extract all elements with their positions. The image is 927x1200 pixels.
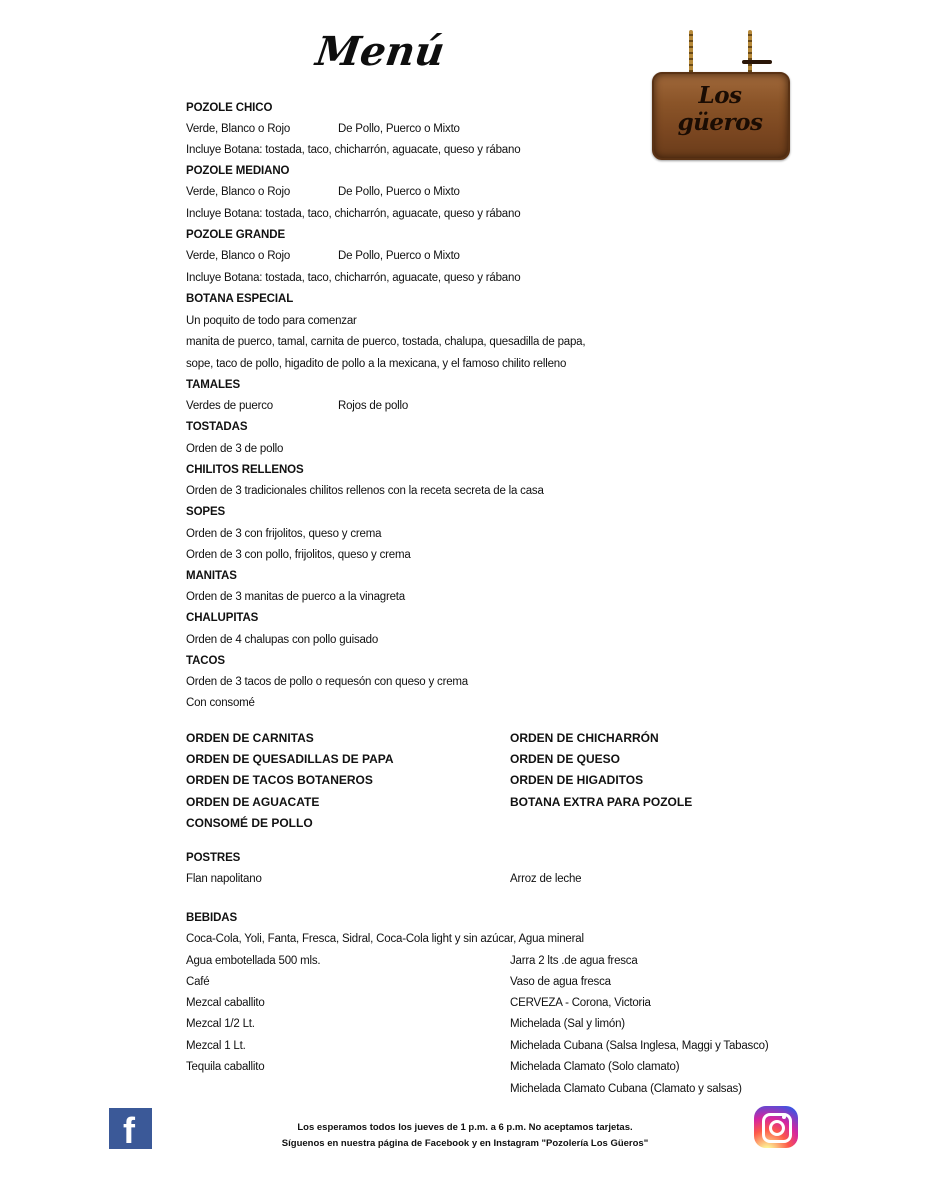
pozole-mediano-meat: De Pollo, Puerco o Mixto: [338, 186, 460, 198]
instagram-icon[interactable]: [754, 1106, 798, 1148]
order-item: ORDEN DE CHICHARRÓN: [510, 731, 659, 745]
bebida-item: Tequila caballito: [186, 1061, 265, 1073]
tacos-line: Orden de 3 tacos de pollo o requesón con queso y crema: [186, 676, 468, 688]
bebida-item: Agua embotellada 500 mls.: [186, 955, 321, 967]
botana-especial-line: sope, taco de pollo, higadito de pollo a la mexicana, y el famoso chilito relleno: [186, 358, 567, 370]
bebida-item: Michelada (Sal y limón): [510, 1018, 625, 1030]
heading-bebidas: BEBIDAS: [186, 912, 238, 924]
sign-brand-text: Los güeros: [677, 82, 763, 136]
tacos-line: Con consomé: [186, 697, 255, 709]
order-item: ORDEN DE QUESO: [510, 752, 621, 766]
heading-pozole-mediano: POZOLE MEDIANO: [186, 165, 290, 177]
sign-small-text-decoration: [742, 60, 772, 64]
order-item: BOTANA EXTRA PARA POZOLE: [510, 795, 693, 809]
heading-botana-especial: BOTANA ESPECIAL: [186, 293, 294, 305]
heading-manitas: MANITAS: [186, 570, 237, 582]
sopes-line: Orden de 3 con pollo, frijolitos, queso y crema: [186, 549, 411, 561]
heading-tacos: TACOS: [186, 655, 225, 667]
order-item: ORDEN DE QUESADILLAS DE PAPA: [186, 752, 394, 766]
pozole-mediano-color: Verde, Blanco o Rojo: [186, 186, 291, 198]
heading-sopes: SOPES: [186, 506, 226, 518]
bebida-item: Jarra 2 lts .de agua fresca: [510, 955, 638, 967]
facebook-icon[interactable]: [109, 1108, 152, 1149]
bebida-item: CERVEZA - Corona, Victoria: [510, 997, 651, 1009]
heading-chilitos-rellenos: CHILITOS RELLENOS: [186, 464, 304, 476]
heading-pozole-chico: POZOLE CHICO: [186, 102, 273, 114]
postre-item: Arroz de leche: [510, 873, 582, 885]
bebida-item: Michelada Clamato Cubana (Clamato y salsas): [510, 1083, 742, 1095]
order-item: ORDEN DE HIGADITOS: [510, 773, 644, 787]
bebida-item: Café: [186, 976, 210, 988]
order-item: ORDEN DE AGUACATE: [186, 795, 320, 809]
bebidas-refrescos: Coca-Cola, Yoli, Fanta, Fresca, Sidral, Coca-Cola light y sin azúcar, Agua mineral: [186, 933, 584, 945]
heading-postres: POSTRES: [186, 852, 241, 864]
bebida-item: Mezcal 1/2 Lt.: [186, 1018, 255, 1030]
heading-chalupitas: CHALUPITAS: [186, 612, 259, 624]
pozole-mediano-note: Incluye Botana: tostada, taco, chicharrón, aguacate, queso y rábano: [186, 208, 521, 220]
pozole-grande-color: Verde, Blanco o Rojo: [186, 250, 291, 262]
bebida-item: Mezcal caballito: [186, 997, 265, 1009]
chilitos-line: Orden de 3 tradicionales chilitos rellenos con la receta secreta de la casa: [186, 485, 544, 497]
heading-tostadas: TOSTADAS: [186, 421, 248, 433]
tamales-rojos: Rojos de pollo: [338, 400, 409, 412]
bebida-item: Mezcal 1 Lt.: [186, 1040, 246, 1052]
tamales-verdes: Verdes de puerco: [186, 400, 273, 412]
los-gueros-sign-logo: [652, 30, 786, 160]
footer-text: [230, 1120, 700, 1152]
botana-especial-line: manita de puerco, tamal, carnita de puerco, tostada, chalupa, quesadilla de papa,: [186, 336, 586, 348]
facebook-f-glyph: f: [123, 1110, 135, 1151]
botana-especial-line: Un poquito de todo para comenzar: [186, 315, 357, 327]
footer-line-social: Síguenos en nuestra página de Facebook y en Instagram "Pozolería Los Güeros": [281, 1138, 649, 1149]
chalupitas-line: Orden de 4 chalupas con pollo guisado: [186, 634, 379, 646]
order-item: ORDEN DE CARNITAS: [186, 731, 314, 745]
bebida-item: Michelada Cubana (Salsa Inglesa, Maggi y Tabasco): [510, 1040, 769, 1052]
footer-line-hours: Los esperamos todos los jueves de 1 p.m. a 6 p.m. No aceptamos tarjetas.: [297, 1122, 633, 1133]
manitas-line: Orden de 3 manitas de puerco a la vinagreta: [186, 591, 405, 603]
pozole-grande-note: Incluye Botana: tostada, taco, chicharrón, aguacate, queso y rábano: [186, 272, 521, 284]
bebida-item: Michelada Clamato (Solo clamato): [510, 1061, 680, 1073]
order-item: CONSOMÉ DE POLLO: [186, 816, 313, 830]
bebida-item: Vaso de agua fresca: [510, 976, 611, 988]
tostadas-line: Orden de 3 de pollo: [186, 443, 284, 455]
menu-title: Menú: [312, 28, 448, 75]
sign-chain-right: [748, 30, 752, 76]
pozole-grande-meat: De Pollo, Puerco o Mixto: [338, 250, 460, 262]
pozole-chico-meat: De Pollo, Puerco o Mixto: [338, 123, 460, 135]
postre-item: Flan napolitano: [186, 873, 262, 885]
pozole-chico-note: Incluye Botana: tostada, taco, chicharrón, aguacate, queso y rábano: [186, 144, 521, 156]
instagram-lens: [769, 1120, 785, 1136]
pozole-chico-color: Verde, Blanco o Rojo: [186, 123, 291, 135]
heading-tamales: TAMALES: [186, 379, 241, 391]
instagram-dot: [782, 1115, 786, 1119]
heading-pozole-grande: POZOLE GRANDE: [186, 229, 286, 241]
order-item: ORDEN DE TACOS BOTANEROS: [186, 773, 373, 787]
sign-chain-left: [689, 30, 693, 76]
sopes-line: Orden de 3 con frijolitos, queso y crema: [186, 528, 382, 540]
